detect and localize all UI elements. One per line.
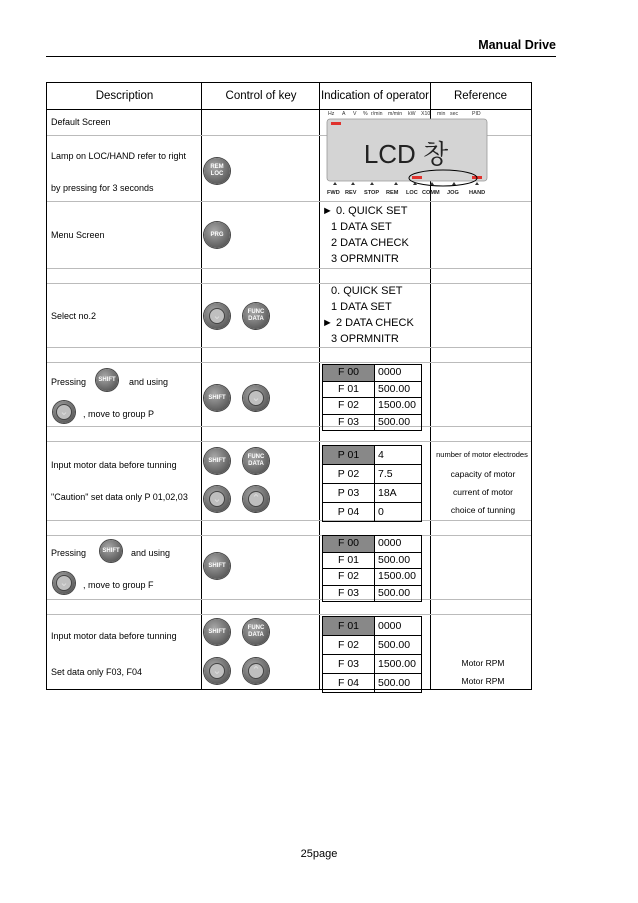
desc-input-motor: Input motor data before tunning	[51, 631, 177, 641]
row-divider	[47, 347, 531, 348]
param-row: F 00 0000	[323, 365, 421, 381]
lcd-label-hand: HAND	[469, 190, 486, 196]
rem-loc-key[interactable]: REM LOC	[204, 158, 230, 184]
down-key[interactable]	[243, 385, 269, 411]
desc-lamp: Lamp on LOC/HAND refer to right	[51, 151, 187, 161]
lcd-label-kw: kW	[408, 111, 416, 117]
chevron-up-icon: ⌃	[251, 492, 261, 505]
shift-key[interactable]: SHIFT	[204, 553, 230, 579]
page-header-title: Manual Drive	[478, 38, 556, 52]
lcd-label-stop: STOP	[364, 190, 380, 196]
menu-item: 1 DATA SET	[331, 301, 392, 313]
param-row: F 02 1500.00	[323, 568, 421, 585]
row-divider	[47, 535, 531, 536]
lcd-label-rev: REV	[345, 190, 357, 196]
desc-pressing: Pressing	[51, 377, 87, 387]
lcd-label-rmin: r/min	[371, 111, 383, 117]
menu-item: 0. QUICK SET	[331, 285, 403, 297]
ref-current: current of motor	[453, 487, 513, 497]
menu-item: ► 2 DATA CHECK	[322, 317, 414, 329]
param-grid-p	[322, 445, 422, 522]
lcd-label-mmin: m/min	[388, 111, 403, 117]
param-grid-f	[322, 364, 422, 431]
lcd-label-a: A	[342, 111, 346, 117]
func-data-key[interactable]: FUNC DATA	[243, 303, 269, 329]
col-header-indication: Indication of operator	[320, 83, 430, 110]
param-grid-f-rpm	[322, 616, 422, 693]
desc-select: Select no.2	[51, 311, 97, 321]
param-row: F 02 500.00	[323, 635, 421, 654]
down-key[interactable]	[204, 303, 230, 329]
col-header-reference: Reference	[430, 83, 531, 110]
func-data-key[interactable]: FUNC DATA	[243, 619, 269, 645]
up-key[interactable]	[243, 658, 269, 684]
shift-key-inline: SHIFT	[100, 540, 122, 562]
lcd-triangle	[430, 182, 434, 185]
lcd-label-min: min	[437, 111, 446, 117]
param-row: F 00 0000	[323, 536, 421, 552]
row-divider	[47, 283, 531, 284]
param-grid-f	[322, 535, 422, 602]
lcd-label-rem: REM	[386, 190, 399, 196]
desc-move-group-f: , move to group F	[83, 580, 154, 590]
shift-key[interactable]: SHIFT	[204, 619, 230, 645]
chevron-down-icon: ⌄	[212, 492, 222, 505]
manual-drive-table	[46, 82, 532, 690]
ref-capacity: capacity of motor	[450, 469, 516, 479]
chevron-down-icon: ⌄	[59, 576, 69, 589]
param-row: P 01 4	[323, 446, 421, 464]
param-row: F 02 1500.00	[323, 397, 421, 414]
pointer-icon: ►	[322, 317, 333, 329]
menu-list	[322, 203, 409, 267]
row-divider	[47, 362, 531, 363]
desc-pressing: Pressing	[51, 548, 87, 558]
ref-electrodes: number of motor electrodes	[436, 450, 528, 459]
prg-key[interactable]: PRG	[204, 222, 230, 248]
desc-and-using: and using	[129, 377, 169, 387]
row-divider	[47, 520, 531, 521]
lcd-label-comm: COMM	[422, 190, 440, 196]
chevron-down-icon: ⌄	[212, 309, 222, 322]
desc-and-using: and using	[131, 548, 171, 558]
desc-caution: "Caution" set data only P 01,02,03	[51, 492, 188, 502]
select-menu-list	[322, 283, 414, 347]
param-row: F 03 500.00	[323, 585, 421, 602]
lcd-label-pid: PID	[472, 111, 481, 117]
pointer-icon: ►	[322, 205, 333, 217]
col-header-description: Description	[47, 83, 202, 110]
up-key[interactable]	[243, 486, 269, 512]
row-divider	[47, 426, 531, 427]
ref-motor-rpm: Motor RPM	[461, 676, 505, 686]
down-key[interactable]	[204, 486, 230, 512]
param-row: F 01 0000	[323, 617, 421, 635]
row-divider	[47, 201, 531, 202]
menu-item: 3 OPRMNITR	[331, 333, 399, 345]
desc-menu-screen: Menu Screen	[51, 230, 105, 240]
shift-key-inline: SHIFT	[96, 369, 118, 391]
row-divider	[47, 441, 531, 442]
header-rule	[46, 56, 556, 57]
lcd-triangle	[452, 182, 456, 185]
chevron-down-icon: ⌄	[212, 664, 222, 677]
param-row: F 01 500.00	[323, 381, 421, 398]
menu-item: ► 0. QUICK SET	[322, 205, 408, 217]
shift-key[interactable]: SHIFT	[204, 448, 230, 474]
menu-item: 1 DATA SET	[331, 221, 392, 233]
lcd-label-fwd: FWD	[327, 190, 340, 196]
row-divider	[47, 599, 531, 600]
lcd-led-loc	[412, 176, 422, 179]
lcd-text: LCD 창	[363, 139, 449, 169]
down-key-inline	[53, 401, 75, 423]
col-header-control: Control of key	[202, 83, 320, 110]
func-data-key[interactable]: FUNC DATA	[243, 448, 269, 474]
param-row: P 04 0	[323, 502, 421, 521]
row-divider	[47, 268, 531, 269]
desc-set-data: Set data only F03, F04	[51, 667, 143, 677]
chevron-down-icon: ⌄	[251, 391, 261, 404]
row-divider	[47, 614, 531, 615]
desc-lamp-press: by pressing for 3 seconds	[51, 183, 154, 193]
down-key[interactable]	[204, 658, 230, 684]
chevron-down-icon: ⌄	[59, 405, 69, 418]
lcd-label-v: V	[353, 111, 357, 117]
param-row: P 02 7.5	[323, 464, 421, 483]
lcd-label-hz: Hz	[328, 111, 335, 117]
desc-input-motor: Input motor data before tunning	[51, 460, 177, 470]
lcd-triangle	[351, 182, 355, 185]
menu-item: 2 DATA CHECK	[331, 237, 409, 249]
lcd-triangle	[475, 182, 479, 185]
lcd-label-loc: LOC	[406, 190, 418, 196]
chevron-up-icon: ⌃	[251, 664, 261, 677]
desc-default-screen: Default Screen	[51, 117, 111, 127]
param-row: F 03 1500.00	[323, 654, 421, 673]
lcd-label-sec: sec	[450, 111, 459, 117]
param-row: P 03 18A	[323, 483, 421, 502]
param-row: F 03 500.00	[323, 414, 421, 431]
page-number: 25page	[300, 848, 338, 860]
lcd-triangle	[370, 182, 374, 185]
param-row: F 01 500.00	[323, 552, 421, 569]
shift-key[interactable]: SHIFT	[204, 385, 230, 411]
ref-motor-rpm: Motor RPM	[461, 658, 505, 668]
lcd-led-top	[331, 122, 341, 125]
menu-item: 3 OPRMNITR	[331, 253, 399, 265]
lcd-triangle	[394, 182, 398, 185]
lcd-triangle	[333, 182, 337, 185]
down-key-inline	[53, 572, 75, 594]
desc-move-group-p: , move to group P	[83, 409, 155, 419]
lcd-label-jog: JOG	[447, 190, 459, 196]
lcd-label-x10: X10	[421, 111, 431, 117]
lcd-label-percent: %	[363, 111, 368, 117]
param-row: F 04 500.00	[323, 673, 421, 692]
lcd-display-illustration	[326, 108, 488, 198]
ref-tunning: choice of tunning	[450, 505, 516, 515]
